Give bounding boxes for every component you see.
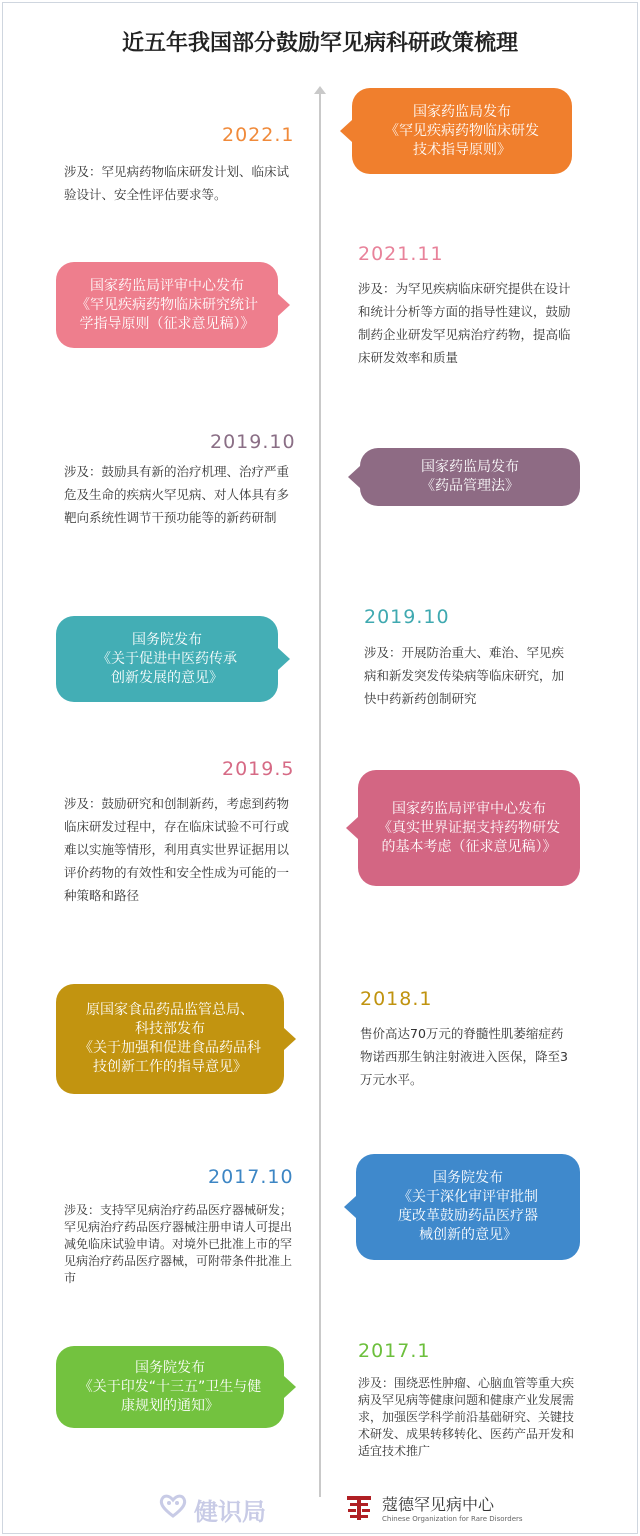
footer-brand-right	[344, 1492, 523, 1528]
org-name-en: Chinese Organization for Rare Disorders	[382, 1515, 523, 1523]
bubble-pointer	[346, 817, 358, 839]
org-name-cn: 蔻德罕见病中心	[382, 1495, 495, 1514]
policy-bubble-2019-10-a	[360, 448, 580, 506]
date-label: 2017.10	[208, 1166, 294, 1188]
bubble-line: 械创新的意见》	[419, 1227, 517, 1243]
timeline-arrow-icon	[314, 86, 326, 94]
policy-description: 涉及：为罕见疾病临床研究提供在设计和统计分析等方面的指导性建议，鼓励制药企业研发罕见病治疗药物，提高临床研发效率和质量	[358, 281, 571, 365]
policy-bubble-2018-1	[56, 984, 284, 1094]
date-label: 2019.10	[210, 431, 296, 453]
bubble-line: 科技部发布	[135, 1021, 205, 1037]
bubble-pointer	[278, 294, 290, 316]
policy-description: 售价高达70万元的脊髓性肌萎缩症药物诺西那生钠注射液进入医保，降至3万元水平。	[360, 1026, 568, 1087]
policy-description: 涉及：鼓励研究和创制新药，考虑到药物临床研发过程中，存在临床试验不可行或难以实施等情形，利用真实世界证据用以评价药物的有效性和安全性成为可能的一种策略和路径	[64, 796, 290, 903]
policy-bubble-2022-1	[352, 88, 572, 174]
policy-bubble-2019-5	[358, 770, 580, 886]
bubble-line: 《关于深化审评审批制	[398, 1189, 538, 1205]
policy-description: 涉及：开展防治重大、难治、罕见疾病和新发突发传染病等临床研究，加快中药新药创制研究	[364, 645, 565, 706]
bubble-line: 国家药监局评审中心发布	[90, 277, 244, 294]
bubble-line: 《药品管理法》	[421, 478, 519, 494]
policy-description: 涉及：围绕恶性肿瘤、心脑血管等重大疾病及罕见病等健康问题和健康产业发展需求，加强医学科学前沿基础研究、关键技术研发、成果转移转化、医药产品开发和适宜技术推广	[358, 1376, 575, 1458]
bubble-line: 康规划的通知》	[121, 1397, 219, 1414]
bubble-line: 技创新工作的指导意见》	[93, 1059, 247, 1075]
bubble-pointer	[344, 1196, 356, 1218]
bubble-pointer	[348, 466, 360, 488]
bubble-line: 《关于加强和促进食品药品科	[79, 1040, 261, 1056]
bubble-line: 国家药监局评审中心发布	[392, 800, 546, 817]
bubble-line: 的基本考虑（征求意见稿）》	[381, 838, 557, 855]
bubble-pointer	[284, 1028, 296, 1050]
bubble-line: 学指导原则（征求意见稿）》	[79, 315, 255, 332]
date-label: 2019.5	[222, 758, 295, 780]
footer-brand-left-text: 健识局	[194, 1497, 266, 1526]
policy-description: 涉及：支持罕见病治疗药品医疗器械研发；罕见病治疗药品医疗器械注册申请人可提出减免临床试验申请。对境外已批准上市的罕见病治疗药品医疗器械，可附带条件批准上市	[64, 1203, 293, 1285]
bubble-line: 国家药监局发布	[413, 103, 511, 120]
policy-bubble-2017-10	[356, 1154, 580, 1260]
bubble-pointer	[284, 1376, 296, 1398]
bubble-line: 度改革鼓励药品医疗器	[398, 1208, 538, 1224]
timeline-axis	[319, 92, 321, 1497]
bubble-line: 国务院发布	[132, 631, 202, 648]
date-label: 2021.11	[358, 243, 444, 265]
footer-brand-left	[158, 1494, 266, 1524]
bubble-line: 国务院发布	[135, 1359, 205, 1376]
bubble-line: 技术指导原则》	[413, 141, 511, 158]
bubble-line: 创新发展的意见》	[111, 669, 223, 686]
bubble-line: 《罕见疾病药物临床研发	[385, 122, 539, 139]
policy-bubble-2021-11	[56, 262, 278, 348]
bubble-pointer	[340, 120, 352, 142]
bubble-line: 国务院发布	[433, 1170, 503, 1186]
policy-description: 涉及：罕见病药物临床研发计划、临床试验设计、安全性评估要求等。	[64, 164, 290, 202]
date-label: 2017.1	[358, 1340, 431, 1362]
heart-logo-icon	[158, 1494, 188, 1524]
policy-bubble-2017-1	[56, 1346, 284, 1428]
org-logo-icon	[344, 1493, 374, 1527]
date-label: 2019.10	[364, 606, 450, 628]
bubble-line: 《关于印发“十三五”卫生与健	[78, 1378, 262, 1395]
page-title: 近五年我国部分鼓励罕见病科研政策梳理	[121, 31, 518, 56]
bubble-pointer	[278, 648, 290, 670]
date-label: 2018.1	[360, 988, 433, 1010]
bubble-line: 《关于促进中医药传承	[97, 650, 237, 667]
bubble-line: 《罕见疾病药物临床研究统计	[76, 296, 258, 313]
bubble-line: 《真实世界证据支持药物研发	[378, 819, 560, 836]
policy-description: 涉及：鼓励具有新的治疗机理、治疗严重危及生命的疾病火罕见病、对人体具有多靶向系统性调节干预功能等的新药研制	[64, 464, 290, 525]
date-label: 2022.1	[222, 124, 295, 146]
policy-bubble-2019-10-b	[56, 616, 278, 702]
bubble-line: 国家药监局发布	[421, 459, 519, 475]
bubble-line: 原国家食品药品监管总局、	[86, 1002, 254, 1018]
